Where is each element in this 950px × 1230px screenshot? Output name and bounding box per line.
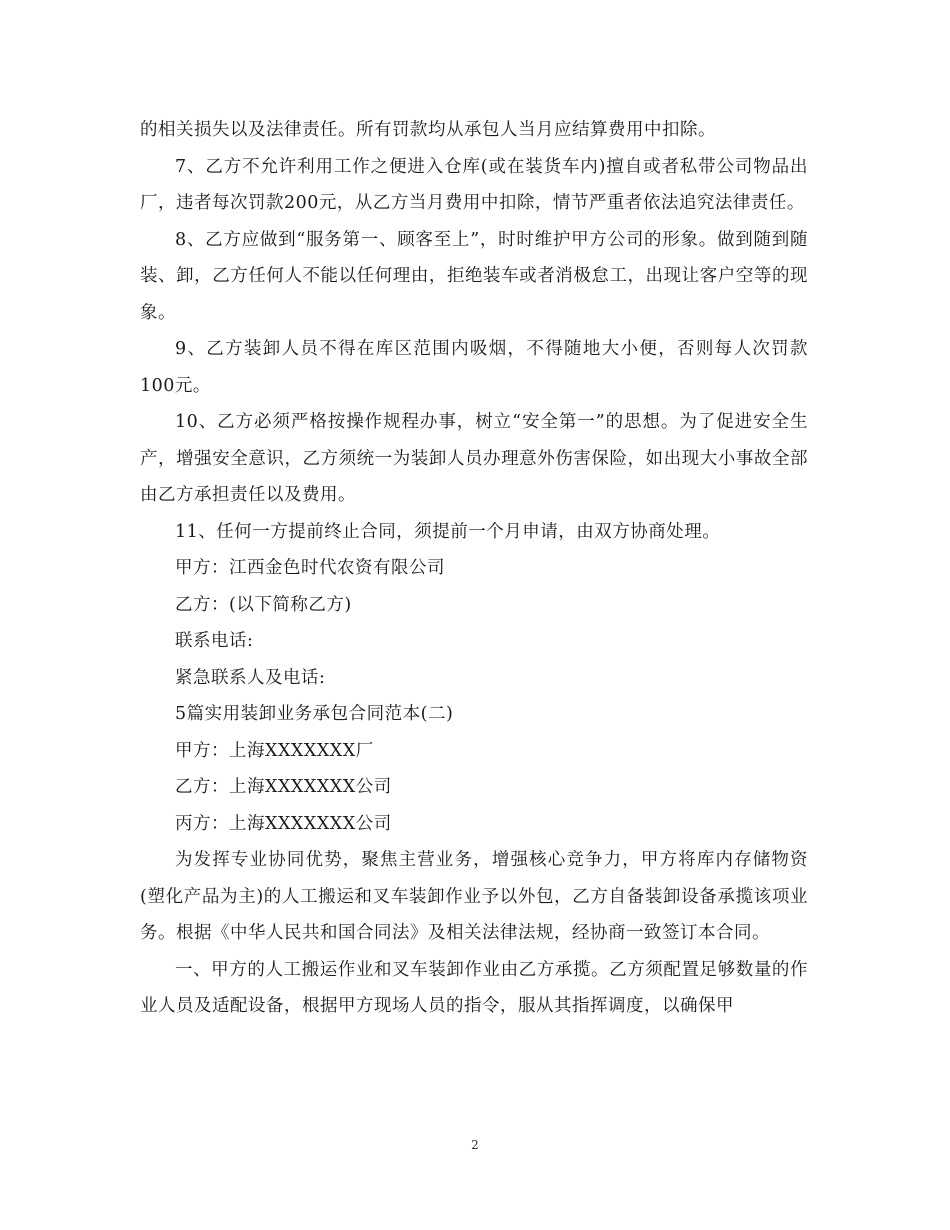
section-title: 5篇实用装卸业务承包合同范本(二)	[175, 704, 454, 724]
party-b-line: 乙方：(以下简称乙方)	[175, 594, 352, 615]
paragraph-1: 的相关损失以及法律责任。所有罚款均从承包人当月应结算费用中扣除。	[140, 120, 716, 140]
party-b-shanghai: 乙方：上海XXXXXXX公司	[175, 777, 392, 797]
document-body	[140, 112, 808, 1025]
paragraph-clause-7: 7、乙方不允许利用工作之便进入仓库(或在装货车内)擅自或者私带公司物品出厂，违者每次罚款200元，从乙方当月费用中扣除，情节严重者依法追究法律责任。	[140, 156, 808, 213]
paragraph-clause-9: 9、乙方装卸人员不得在库区范围内吸烟，不得随地大小便，否则每人次罚款100元。	[140, 339, 808, 396]
paragraph-clause-11: 11、任何一方提前终止合同，须提前一个月申请，由双方协商处理。	[175, 521, 721, 542]
paragraph-clause-10: 10、乙方必须严格按操作规程办事，树立“安全第一”的思想。为了促进安全生产，增强安全意识，乙方须统一为装卸人员办理意外伤害保险，如出现大小事故全部由乙方承担责任以及费用。	[140, 412, 808, 505]
page-number: 2	[471, 1138, 479, 1152]
article-one-paragraph: 一、甲方的人工搬运作业和叉车装卸作业由乙方承揽。乙方须配置足够数量的作业人员及适配设备，根据甲方现场人员的指令，服从其指挥调度，以确保甲	[140, 959, 808, 1016]
emergency-contact-line: 紧急联系人及电话:	[175, 667, 326, 688]
contact-phone-line: 联系电话:	[175, 631, 254, 651]
party-a-shanghai: 甲方：上海XXXXXXX厂	[175, 740, 374, 761]
party-c-shanghai: 丙方：上海XXXXXXX公司	[175, 813, 392, 834]
preamble-paragraph: 为发挥专业协同优势，聚焦主营业务，增强核心竞争力，甲方将库内存储物资(塑化产品为主)的人工搬运和叉车装卸作业予以外包，乙方自备装卸设备承揽该项业务。根据《中华人民共和国合同法》及相关法律法规，经协商一致签订本合同。	[140, 850, 808, 943]
paragraph-clause-8: 8、乙方应做到“服务第一、顾客至上”，时时维护甲方公司的形象。做到随到随装、卸，乙方任何人不能以任何理由，拒绝装车或者消极怠工，出现让客户空等的现象。	[140, 229, 808, 323]
party-a-line: 甲方：江西金色时代农资有限公司	[175, 558, 445, 578]
